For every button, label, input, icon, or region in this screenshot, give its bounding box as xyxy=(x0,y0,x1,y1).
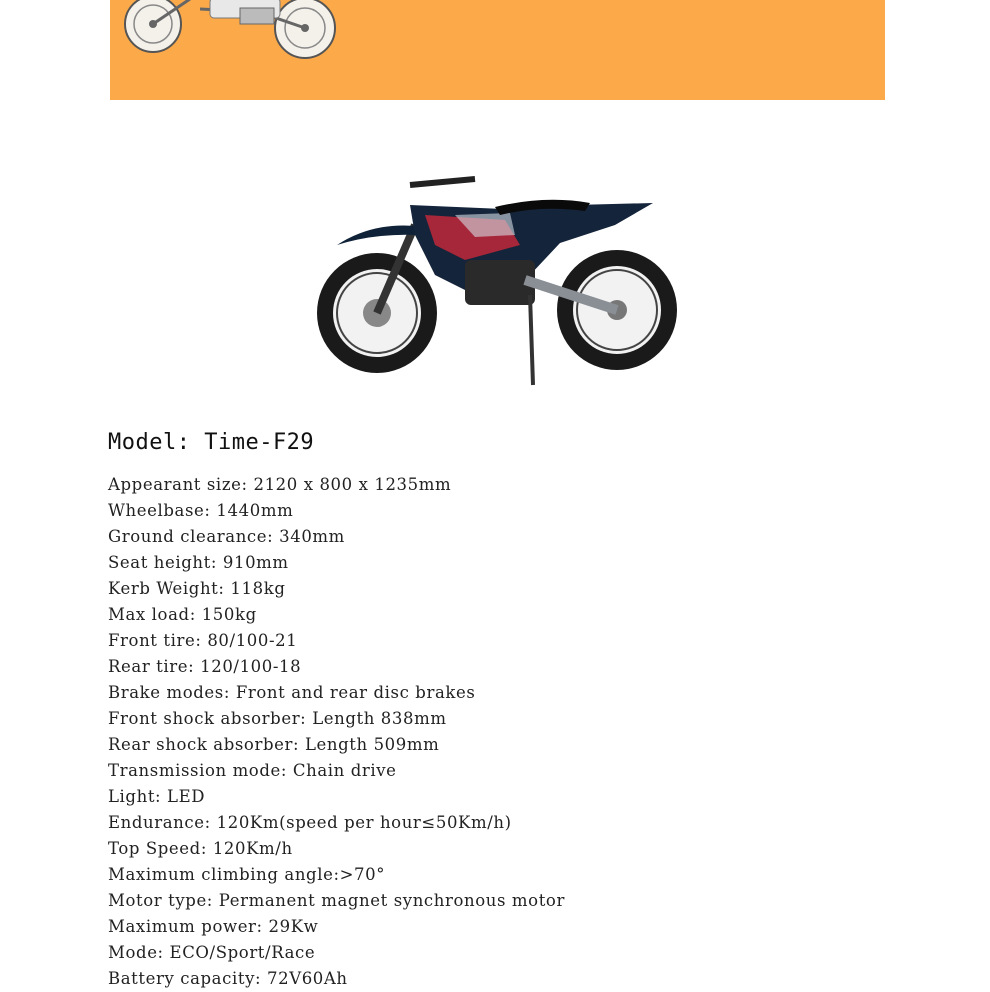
spec-item: Motor type: Permanent magnet synchronous motor xyxy=(108,891,565,910)
spec-item: Seat height: 910mm xyxy=(108,553,289,572)
spec-item: Mode: ECO/Sport/Race xyxy=(108,943,316,962)
spec-item: Endurance: 120Km(speed per hour≤50Km/h) xyxy=(108,813,512,832)
spec-item: Max load: 150kg xyxy=(108,605,257,624)
spec-item: Wheelbase: 1440mm xyxy=(108,501,294,520)
spec-item: Rear tire: 120/100-18 xyxy=(108,657,302,676)
spec-item: Maximum power: 29Kw xyxy=(108,917,319,936)
spec-item: Battery capacity: 72V60Ah xyxy=(108,969,348,988)
spec-item: Front shock absorber: Length 838mm xyxy=(108,709,447,728)
spec-item: Rear shock absorber: Length 509mm xyxy=(108,735,440,754)
spec-item: Ground clearance: 340mm xyxy=(108,527,345,546)
spec-item: Brake modes: Front and rear disc brakes xyxy=(108,683,476,702)
spec-item: Front tire: 80/100-21 xyxy=(108,631,298,650)
header-banner xyxy=(110,0,885,100)
dirt-bike-photo xyxy=(315,165,685,395)
spec-list xyxy=(108,472,565,992)
spec-item: Transmission mode: Chain drive xyxy=(108,761,397,780)
spec-item: Appearant size: 2120 x 800 x 1235mm xyxy=(108,475,452,494)
spec-item: Top Speed: 120Km/h xyxy=(108,839,293,858)
motorcycle-sketch-icon xyxy=(120,0,350,66)
spec-item: Maximum climbing angle:>70° xyxy=(108,865,386,884)
spec-item: Kerb Weight: 118kg xyxy=(108,579,286,598)
model-heading: Model: Time-F29 xyxy=(108,430,315,455)
spec-item: Light: LED xyxy=(108,787,206,806)
